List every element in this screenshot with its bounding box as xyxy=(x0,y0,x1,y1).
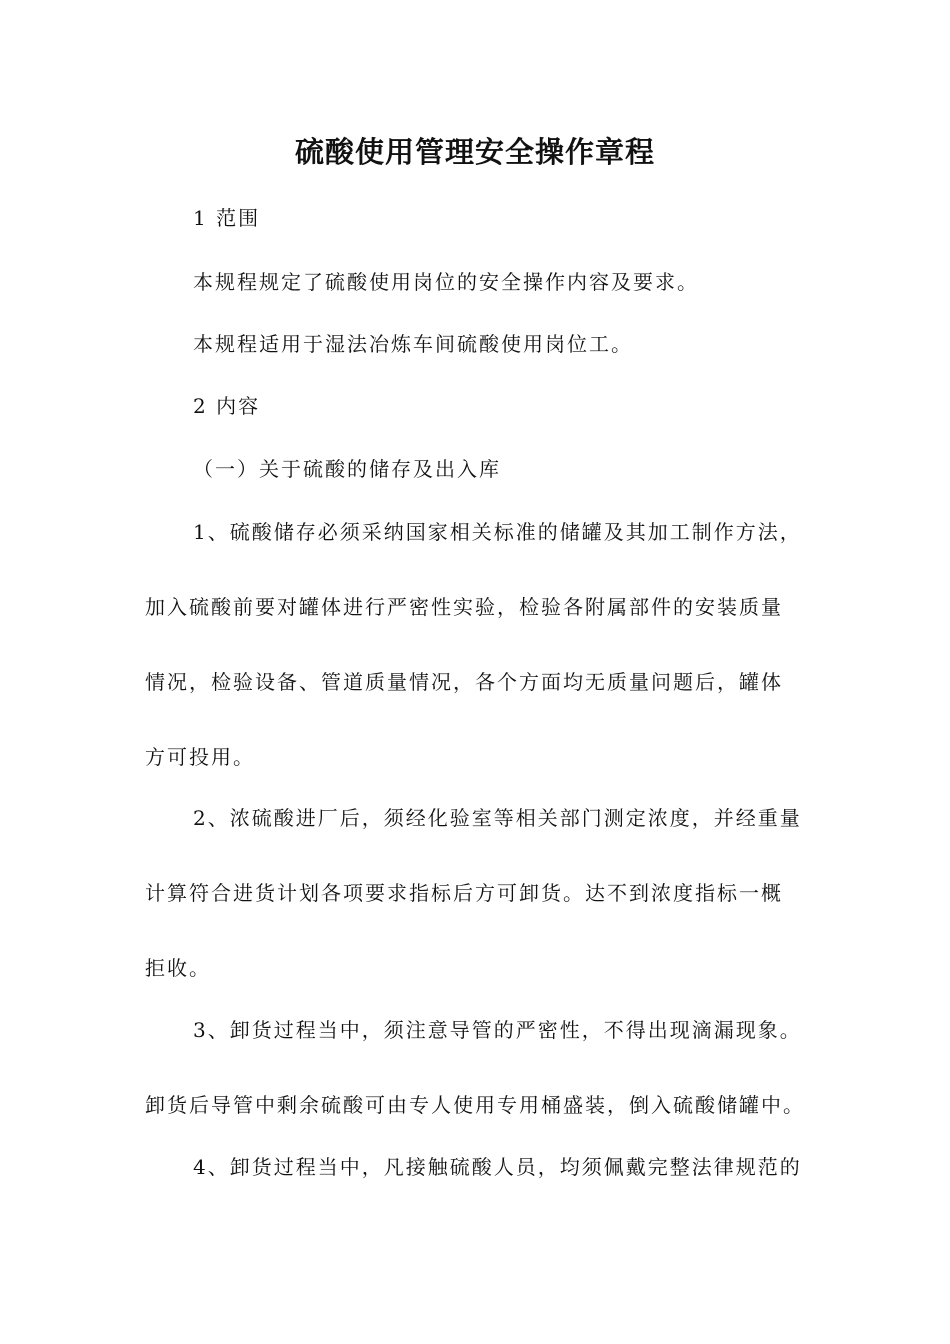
section-heading-scope: 1 范围 xyxy=(193,206,261,230)
paragraph-line: 加入硫酸前要对罐体进行严密性实验，检验各附属部件的安装质量 xyxy=(145,595,783,619)
paragraph-line: 1、硫酸储存必须采纳国家相关标准的储罐及其加工制作方法， xyxy=(193,520,802,544)
subsection-heading: （一）关于硫酸的储存及出入库 xyxy=(193,457,501,481)
paragraph-line: 本规程规定了硫酸使用岗位的安全操作内容及要求。 xyxy=(193,270,699,294)
paragraph-line: 2、浓硫酸进厂后，须经化验室等相关部门测定浓度，并经重量 xyxy=(193,806,802,830)
paragraph-line: 拒收。 xyxy=(145,956,211,980)
paragraph-line: 3、卸货过程当中，须注意导管的严密性，不得出现滴漏现象。 xyxy=(193,1018,802,1042)
paragraph-line: 4、卸货过程当中，凡接触硫酸人员，均须佩戴完整法律规范的 xyxy=(193,1155,802,1179)
section-heading-content: 2 内容 xyxy=(193,394,261,418)
paragraph-line: 卸货后导管中剩余硫酸可由专人使用专用桶盛装，倒入硫酸储罐中。 xyxy=(145,1093,805,1117)
paragraph-line: 方可投用。 xyxy=(145,745,255,769)
paragraph-line: 计算符合进货计划各项要求指标后方可卸货。达不到浓度指标一概 xyxy=(145,881,783,905)
paragraph-line: 情况，检验设备、管道质量情况，各个方面均无质量问题后，罐体 xyxy=(145,670,783,694)
paragraph-line: 本规程适用于湿法冶炼车间硫酸使用岗位工。 xyxy=(193,332,633,356)
document-title: 硫酸使用管理安全操作章程 xyxy=(294,135,655,169)
